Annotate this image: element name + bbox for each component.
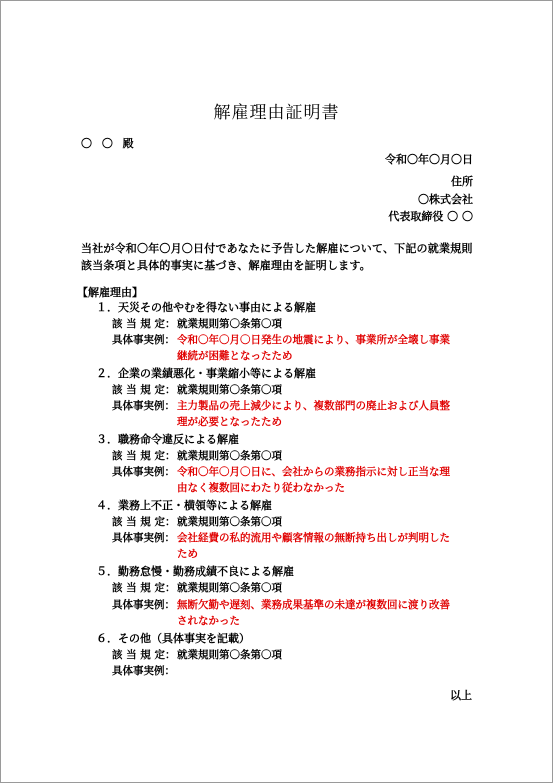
address-label: 住所 bbox=[451, 175, 473, 188]
fact-label: 具体事実例： bbox=[112, 334, 175, 346]
rule-value: 就業規則第〇条第〇項 bbox=[177, 582, 282, 594]
fact-line-1: 令和〇年〇月〇日発生の地震により、事業所が全壊し事業 bbox=[177, 334, 450, 346]
reason-title: ６．その他（具体事実を記載） bbox=[96, 632, 250, 645]
rule-label: 該 当 規 定： bbox=[112, 649, 176, 661]
fact-label: 具体事実例： bbox=[112, 665, 175, 677]
closing-text: 以上 bbox=[450, 689, 472, 702]
fact-label: 具体事実例： bbox=[112, 400, 175, 412]
rule-value: 就業規則第〇条第〇項 bbox=[177, 516, 282, 528]
fact-line-1: 会社経費の私的流用や顧客情報の無断持ち出しが判明した bbox=[177, 532, 450, 544]
reason-title: ４．業務上不正・横領等による解雇 bbox=[96, 499, 272, 512]
rule-label: 該 当 規 定： bbox=[112, 516, 176, 528]
fact-line-2: ため bbox=[177, 548, 198, 560]
rule-label: 該 当 規 定： bbox=[112, 318, 176, 330]
fact-line-2: されなかった bbox=[177, 615, 240, 627]
fact-label: 具体事実例： bbox=[112, 532, 175, 544]
fact-label: 具体事実例： bbox=[112, 466, 175, 478]
fact-line-2: 由なく複数回にわたり従わなかった bbox=[177, 482, 345, 494]
representative: 代表取締役 〇 〇 bbox=[388, 210, 473, 223]
rule-value: 就業規則第〇条第〇項 bbox=[177, 384, 282, 396]
fact-line-1: 無断欠勤や遅刻、業務成果基準の未達が複数回に渡り改善 bbox=[177, 599, 450, 611]
rule-value: 就業規則第〇条第〇項 bbox=[177, 318, 282, 330]
reason-title: ３．職務命令違反による解雇 bbox=[96, 433, 239, 446]
fact-line-1: 主力製品の売上減少により、複数部門の廃止および人員整 bbox=[177, 400, 450, 412]
rule-label: 該 当 規 定： bbox=[112, 450, 176, 462]
reason-title: ５．勤務怠慢・勤務成績不良による解雇 bbox=[96, 565, 294, 578]
company-name: 〇株式会社 bbox=[418, 193, 473, 206]
intro-line-1: 当社が令和〇年〇月〇日付であなたに予告した解雇について、下記の就業規則 bbox=[81, 242, 473, 255]
rule-value: 就業規則第〇条第〇項 bbox=[177, 649, 282, 661]
fact-line-2: 理が必要となったため bbox=[177, 416, 282, 428]
fact-label: 具体事実例： bbox=[112, 599, 175, 611]
rule-label: 該 当 規 定： bbox=[112, 384, 176, 396]
reason-title: １．天災その他やむを得ない事由による解雇 bbox=[96, 301, 316, 314]
issue-date: 令和〇年〇月〇日 bbox=[385, 153, 473, 166]
reason-title: ２．企業の業績悪化・事業縮小等による解雇 bbox=[96, 367, 316, 380]
rule-value: 就業規則第〇条第〇項 bbox=[177, 450, 282, 462]
section-header: 【解雇理由】 bbox=[77, 286, 143, 299]
fact-line-1: 令和〇年〇月〇日に、会社からの業務指示に対し正当な理 bbox=[177, 466, 450, 478]
rule-label: 該 当 規 定： bbox=[112, 582, 176, 594]
intro-line-2: 該当条項と具体的事実に基づき、解雇理由を証明します。 bbox=[81, 259, 371, 272]
document-title: 解雇理由証明書 bbox=[213, 103, 340, 123]
addressee: 〇 〇 殿 bbox=[81, 137, 137, 150]
fact-line-2: 継続が困難となったため bbox=[177, 350, 293, 362]
